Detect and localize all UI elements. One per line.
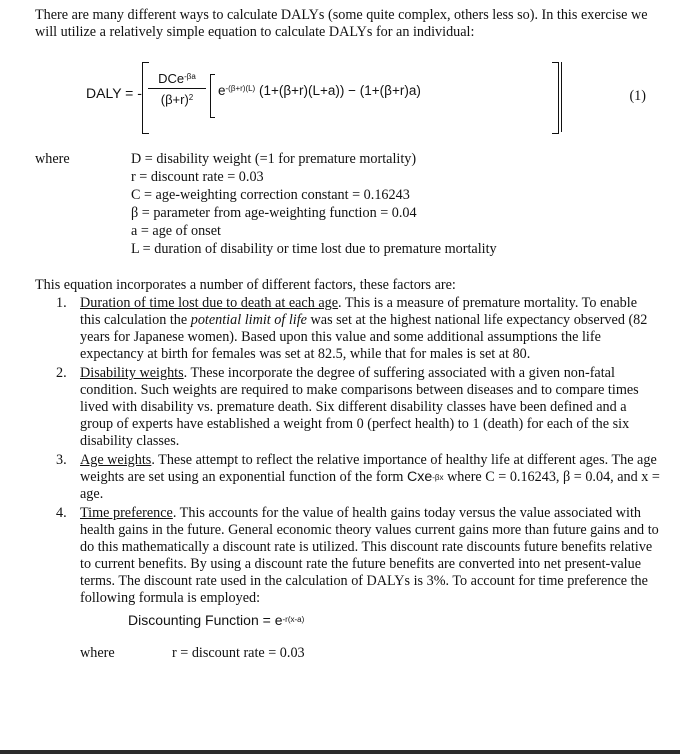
definition-beta: β = parameter from age-weighting function = 0.04 xyxy=(131,205,417,221)
variable-definitions xyxy=(131,151,497,259)
equation-inner-term: $e^{-(\beta+r)(L)}$ (1+(β+r)(L+a)) − (1+(β+r)a) xyxy=(218,83,421,98)
equation-fraction xyxy=(148,70,206,108)
definition-c: C = age-weighting correction constant = 0.16243 xyxy=(131,187,410,203)
factor-title: Disability weights xyxy=(80,365,184,381)
age-weight-formula: Cxe$^{-\beta x}$ xyxy=(407,469,444,485)
factor-title: Duration of time lost due to death at each age xyxy=(80,295,339,311)
fraction-denominator: $(\beta+r)^2$ xyxy=(160,92,194,107)
daly-equation xyxy=(86,60,646,136)
page-bottom-rule xyxy=(0,750,680,754)
inner-bracket-left xyxy=(210,74,215,118)
factors-list xyxy=(56,295,661,664)
factors-intro: This equation incorporates a number of different factors, these factors are: xyxy=(35,277,456,293)
definition-a: a = age of onset xyxy=(131,223,221,239)
definition-l: L = duration of disability or time lost due to premature mortality xyxy=(131,241,497,257)
equation-lhs: DALY = - xyxy=(86,85,142,101)
discounting-function: Discounting Function = $e^{-r(x-a)}$ xyxy=(128,612,305,628)
equation-number: (1) xyxy=(629,88,646,104)
definition-d: D = disability weight (=1 for premature mortality) xyxy=(131,151,417,167)
list-item: 2. Disability weights. These incorporate the degree of suffering associated with a given non-fatal condition. Such weights are required to make comparisons between diseases and to compare times lived with disability vs. premature death. Six different disability classes have been defined and a group of experts have established a weight from 0 (perfect health) to 1 (death) for each of the six disability classes. xyxy=(56,365,639,449)
fraction-numerator: DCe$^{-\beta a}$ xyxy=(148,70,206,89)
factor-title: Age weights xyxy=(80,452,152,468)
definition-r: r = discount rate = 0.03 xyxy=(131,169,264,185)
intro-paragraph: There are many different ways to calculate DALYs (some quite complex, others less so). In this exercise we will utilize a relatively simple equation to calculate DALYs for an individual: xyxy=(35,7,648,40)
outer-bracket-right-double xyxy=(557,62,562,132)
list-item: 1. Duration of time lost due to death at each age. This is a measure of premature mortality. To enable this calculation the potential limit of life was set at the highest national life expectancy observed (82 years for Japanese women). Based upon this value and some additional assumptions the life expectancy at birth for females was set at 82.5, while that for males is set at 80. xyxy=(56,295,648,362)
discount-where: where r = discount rate = 0.03 xyxy=(80,645,305,661)
list-item: 3. Age weights. These attempt to reflect the relative importance of healthy life at different ages. The age weights are set using an exponential function of the form Cxe$^{-\beta x}$ where C = 0.16243, β = 0.04, and x = age. xyxy=(56,452,660,502)
list-item: 4. Time preference. This accounts for the value of health gains today versus the value associated with health gains in the future. General economic theory values current gains more than future gains and to do this mathematically a discount rate is utilized. This discount rate discounts future benefits relative to current benefits. By using a discount rate the future benefits are converted into net present-value terms. The discount rate used in the calculation of DALYs is 3%. To account for time preference the following formula is employed: Discounting Function = $e^{-r(x-a)}$ where r = discount rate = 0.03 xyxy=(56,505,661,662)
where-label: where xyxy=(35,151,70,167)
factor-title: Time preference xyxy=(80,505,173,521)
